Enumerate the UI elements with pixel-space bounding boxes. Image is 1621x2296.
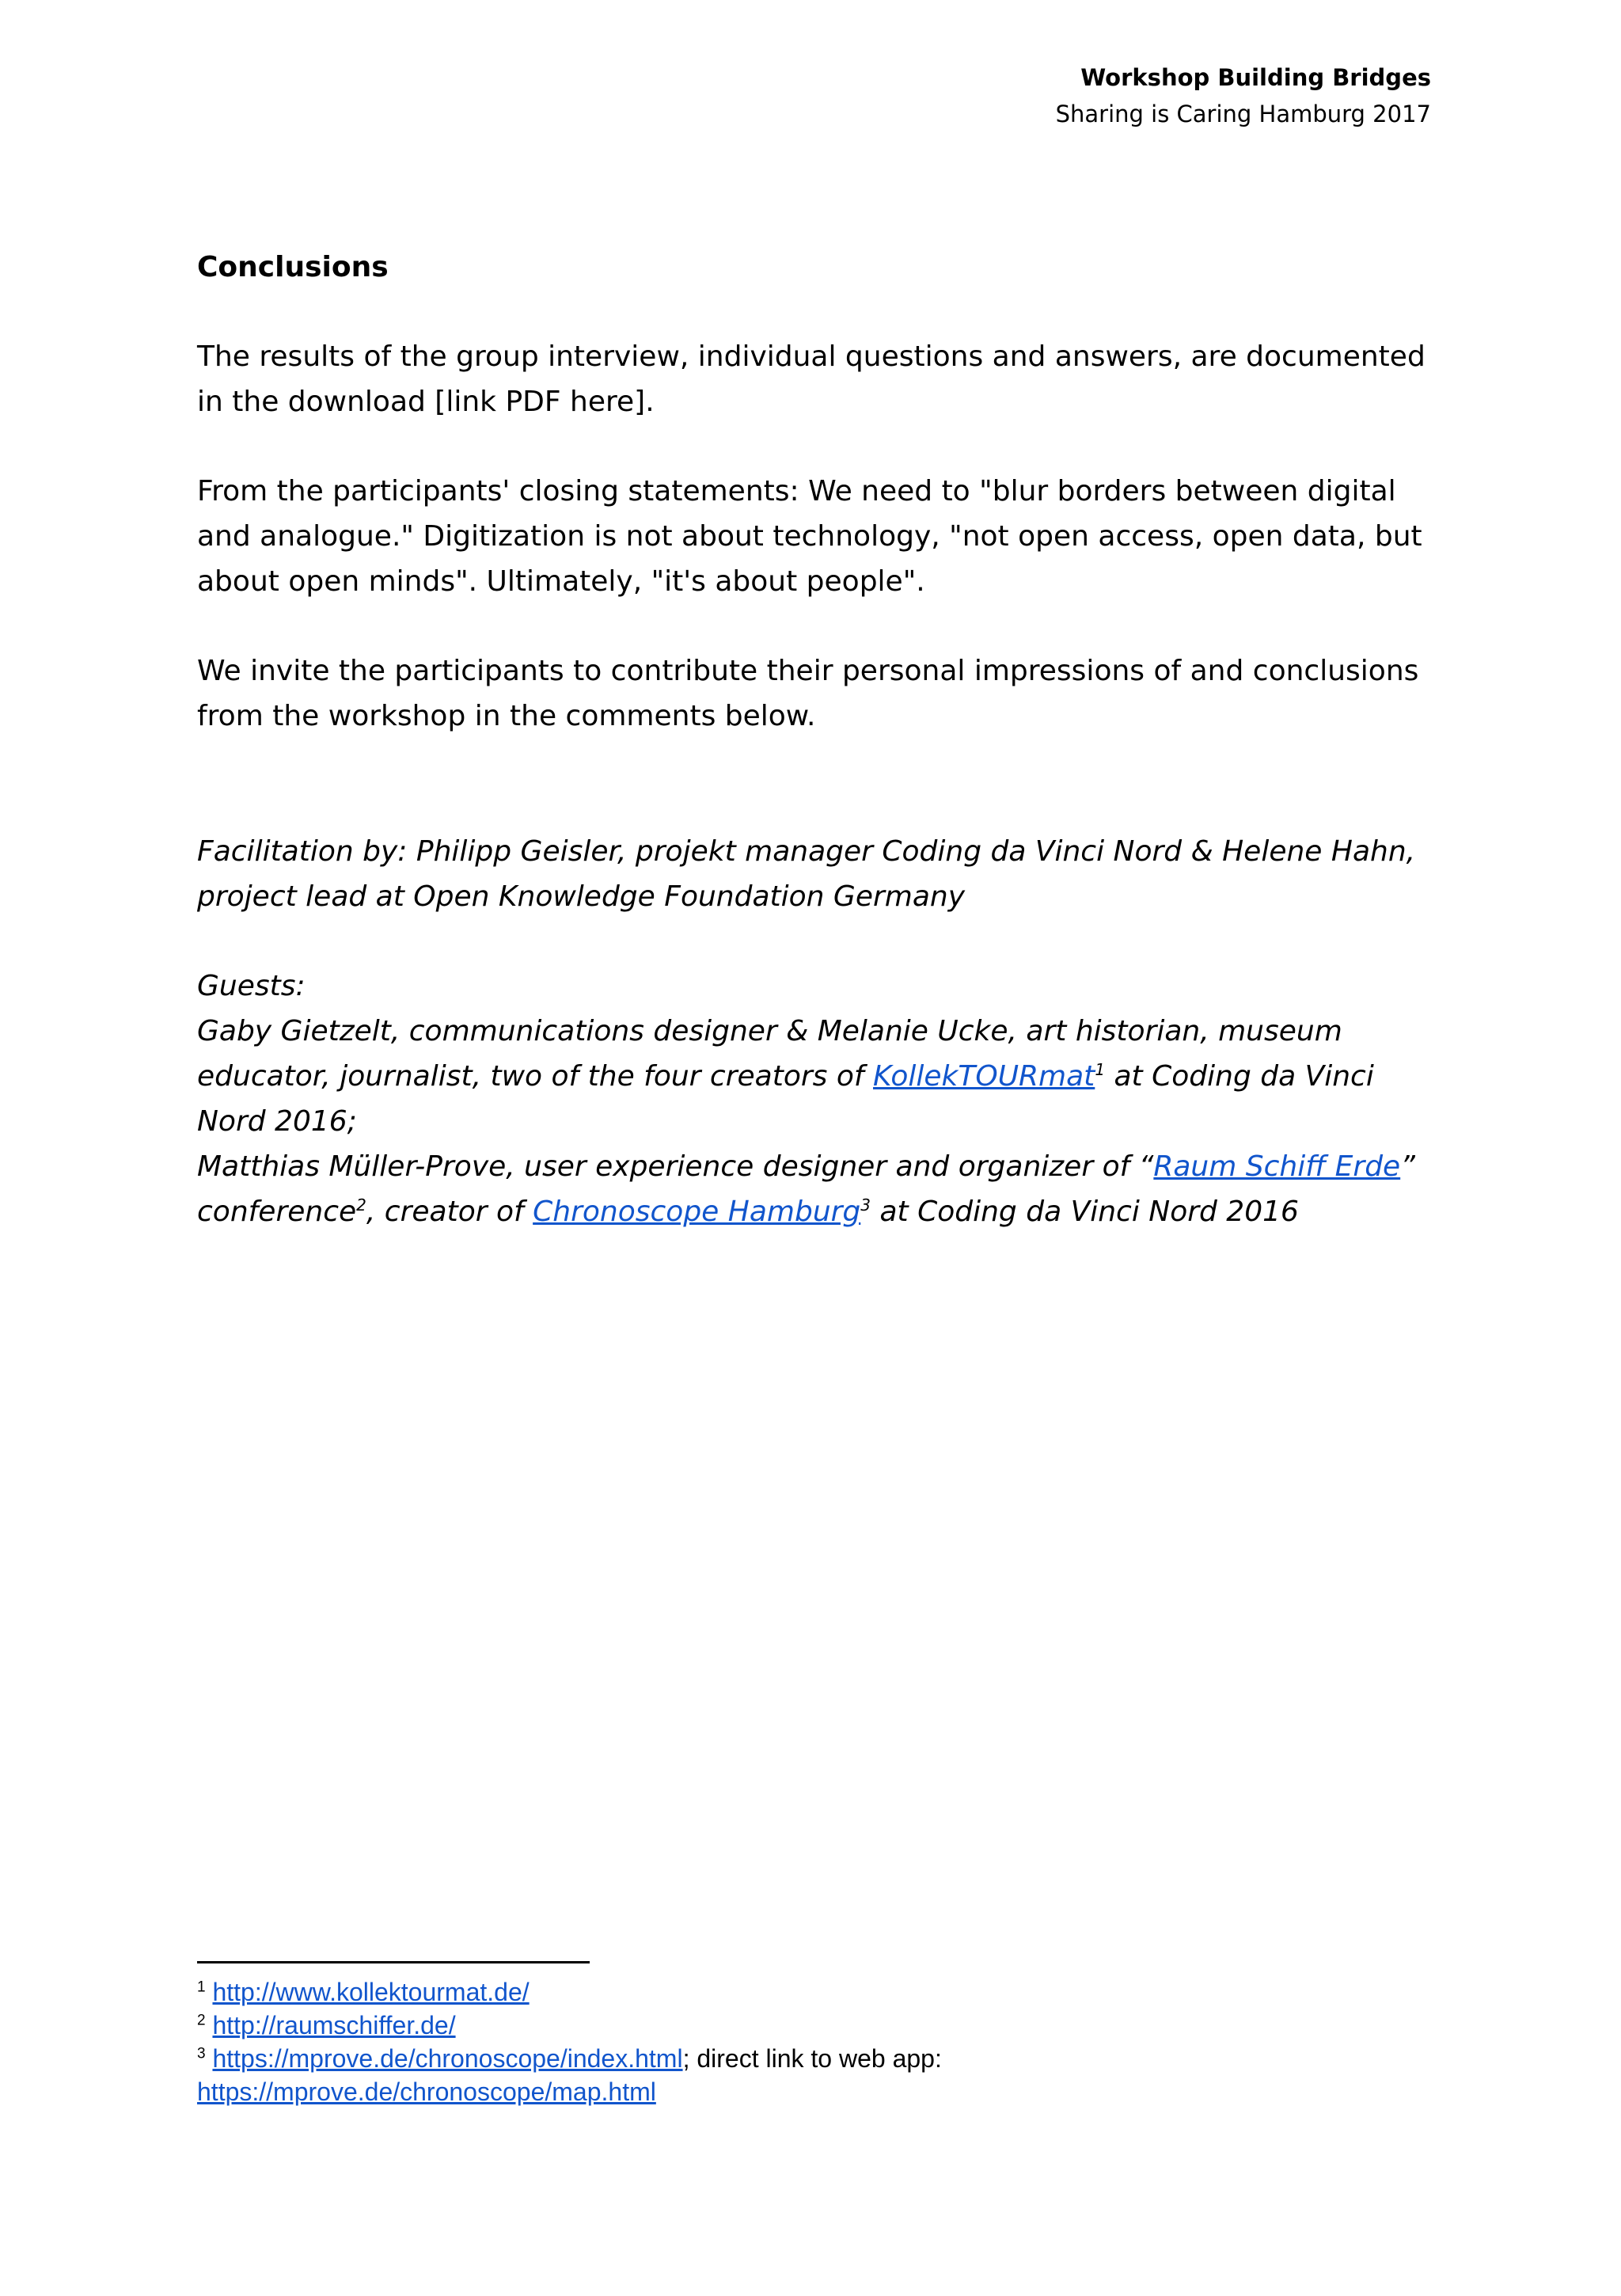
header-title: Workshop Building Bridges bbox=[1080, 64, 1431, 91]
footnote-divider bbox=[197, 1961, 590, 1963]
footnote-ref-1: 1 bbox=[1095, 1060, 1106, 1079]
footnote-mark: 1 bbox=[197, 1979, 206, 1996]
guests-text-part: Matthias Müller-Prove, user experience designer and organizer of “ bbox=[197, 1150, 1154, 1183]
guests-text-part: at Coding da Vinci Nord 2016; bbox=[197, 1060, 1374, 1138]
credits-block bbox=[197, 829, 1440, 1234]
paragraph-invitation: We invite the participants to contribute their personal impressions of and conclusions from the workshop in the comments below. bbox=[197, 655, 1419, 732]
footnote-3 bbox=[197, 2042, 1432, 2108]
raumschiff-erde-link[interactable]: Raum Schiff Erde bbox=[1153, 1150, 1401, 1183]
guests-text-part: ” conference bbox=[197, 1150, 1415, 1228]
guests-text-part: , creator of bbox=[366, 1196, 533, 1228]
footnote-ref-3: 3 bbox=[860, 1196, 871, 1215]
paragraph-closing-statements: From the participants' closing statements: We need to "blur borders between digital and analogue." Digitization is not about technology, "not open access, open data, but about open minds". Ultimately, "it's about people". bbox=[197, 475, 1422, 598]
kollektourmat-link[interactable]: KollekTOURmat bbox=[873, 1060, 1095, 1093]
footnote-2 bbox=[197, 2009, 1432, 2042]
footnote-3-link[interactable]: https://mprove.de/chronoscope/index.html bbox=[212, 2044, 683, 2073]
guests-text-part: at Coding da Vinci Nord 2016 bbox=[871, 1196, 1299, 1228]
chronoscope-hamburg-link[interactable]: Chronoscope Hamburg bbox=[533, 1196, 861, 1228]
footnote-mark: 3 bbox=[197, 2045, 206, 2062]
guests-text bbox=[197, 1009, 1440, 1234]
footnote-1 bbox=[197, 1975, 1432, 2009]
footnote-2-link[interactable]: http://raumschiffer.de/ bbox=[212, 2011, 456, 2039]
section-heading: Conclusions bbox=[197, 251, 389, 283]
guests-label: Guests: bbox=[197, 970, 306, 1002]
footnote-mark: 2 bbox=[197, 2012, 206, 2029]
paragraph-results: The results of the group interview, individual questions and answers, are documented in the download [link PDF here]. bbox=[197, 340, 1425, 418]
main-content bbox=[197, 245, 1440, 1234]
page-header bbox=[1056, 59, 1431, 132]
footnote-ref-2: 2 bbox=[356, 1196, 366, 1215]
guests-text-part: Gaby Gietzelt, communications designer & Melanie Ucke, art historian, museum educator, journalist, two of the four creators of bbox=[197, 1015, 1342, 1093]
facilitation-text: Facilitation by: Philipp Geisler, projekt manager Coding da Vinci Nord & Helene Hahn, project lead at Open Knowledge Foundation Germany bbox=[197, 835, 1416, 913]
header-subtitle: Sharing is Caring Hamburg 2017 bbox=[1055, 101, 1431, 127]
footnote-3-text: ; direct link to web app: bbox=[682, 2044, 942, 2073]
footnotes bbox=[197, 1975, 1432, 2108]
footnote-1-link[interactable]: http://www.kollektourmat.de/ bbox=[212, 1978, 530, 2006]
footnote-3-link-2[interactable]: https://mprove.de/chronoscope/map.html bbox=[197, 2077, 656, 2106]
